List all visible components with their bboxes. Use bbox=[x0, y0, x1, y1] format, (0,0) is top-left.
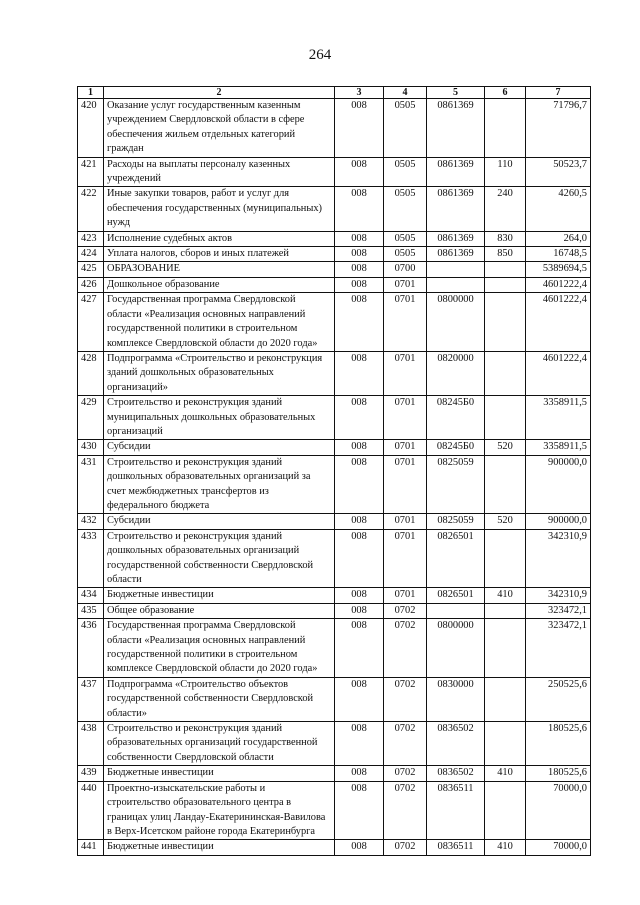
row-code-6 bbox=[485, 293, 526, 352]
row-code-4: 0702 bbox=[384, 603, 427, 618]
row-number: 431 bbox=[78, 455, 104, 514]
column-header: 3 bbox=[335, 87, 384, 99]
row-code-6 bbox=[485, 781, 526, 840]
row-amount: 4601222,4 bbox=[526, 293, 591, 352]
row-code-4: 0702 bbox=[384, 766, 427, 781]
table-row bbox=[78, 722, 591, 766]
table-row bbox=[78, 588, 591, 603]
budget-table bbox=[77, 86, 591, 856]
row-code-4: 0701 bbox=[384, 440, 427, 455]
table-row bbox=[78, 262, 591, 277]
table-row bbox=[78, 293, 591, 352]
row-name: Уплата налогов, сборов и иных платежей bbox=[104, 247, 335, 262]
row-code-6: 850 bbox=[485, 247, 526, 262]
row-name: Бюджетные инвестиции bbox=[104, 840, 335, 855]
row-name: Иные закупки товаров, работ и услуг для обеспечения государственных (муниципальных) нужд bbox=[104, 187, 335, 231]
row-number: 425 bbox=[78, 262, 104, 277]
row-amount: 4601222,4 bbox=[526, 351, 591, 395]
row-code-4: 0701 bbox=[384, 396, 427, 440]
row-number: 434 bbox=[78, 588, 104, 603]
column-header: 2 bbox=[104, 87, 335, 99]
row-code-4: 0702 bbox=[384, 722, 427, 766]
row-code-5 bbox=[427, 603, 485, 618]
table-row bbox=[78, 187, 591, 231]
row-code-6: 520 bbox=[485, 514, 526, 529]
table-row bbox=[78, 231, 591, 246]
row-code-5: 08245Б0 bbox=[427, 440, 485, 455]
row-code-3: 008 bbox=[335, 247, 384, 262]
row-code-3: 008 bbox=[335, 277, 384, 292]
row-code-5 bbox=[427, 277, 485, 292]
row-code-5: 0861369 bbox=[427, 231, 485, 246]
row-amount: 180525,6 bbox=[526, 722, 591, 766]
row-code-3: 008 bbox=[335, 351, 384, 395]
row-name: Подпрограмма «Строительство объектов государственной собственности Свердловской области» bbox=[104, 677, 335, 721]
table-row bbox=[78, 247, 591, 262]
row-code-6 bbox=[485, 99, 526, 158]
row-code-6 bbox=[485, 396, 526, 440]
row-number: 436 bbox=[78, 619, 104, 678]
row-code-5: 0800000 bbox=[427, 293, 485, 352]
row-number: 424 bbox=[78, 247, 104, 262]
row-amount: 16748,5 bbox=[526, 247, 591, 262]
row-number: 433 bbox=[78, 529, 104, 588]
row-code-3: 008 bbox=[335, 231, 384, 246]
row-amount: 323472,1 bbox=[526, 603, 591, 618]
row-code-5: 0825059 bbox=[427, 455, 485, 514]
table-row bbox=[78, 619, 591, 678]
row-name: Проектно-изыскательские работы и строительство образовательного центра в границах улиц Ландау-Екатерининская-Вавилова в Верх-Исетском районе города Екатеринбурга bbox=[104, 781, 335, 840]
table-row bbox=[78, 351, 591, 395]
row-code-5: 0826501 bbox=[427, 588, 485, 603]
table-row bbox=[78, 396, 591, 440]
row-code-5: 0820000 bbox=[427, 351, 485, 395]
row-code-5: 0830000 bbox=[427, 677, 485, 721]
row-code-6 bbox=[485, 529, 526, 588]
row-code-6 bbox=[485, 619, 526, 678]
table-row bbox=[78, 603, 591, 618]
table-row bbox=[78, 840, 591, 855]
row-number: 422 bbox=[78, 187, 104, 231]
row-code-6 bbox=[485, 277, 526, 292]
row-number: 428 bbox=[78, 351, 104, 395]
table-row bbox=[78, 514, 591, 529]
row-name: Общее образование bbox=[104, 603, 335, 618]
row-amount: 4260,5 bbox=[526, 187, 591, 231]
row-code-5 bbox=[427, 262, 485, 277]
row-code-5: 0836511 bbox=[427, 781, 485, 840]
row-name: Подпрограмма «Строительство и реконструкция зданий дошкольных образовательных организаций» bbox=[104, 351, 335, 395]
table-row bbox=[78, 440, 591, 455]
row-code-6 bbox=[485, 603, 526, 618]
row-code-3: 008 bbox=[335, 588, 384, 603]
row-code-3: 008 bbox=[335, 514, 384, 529]
row-code-3: 008 bbox=[335, 455, 384, 514]
row-code-6: 240 bbox=[485, 187, 526, 231]
table-row bbox=[78, 781, 591, 840]
row-number: 421 bbox=[78, 157, 104, 187]
row-amount: 900000,0 bbox=[526, 514, 591, 529]
row-code-4: 0701 bbox=[384, 529, 427, 588]
table-body bbox=[78, 99, 591, 856]
row-amount: 70000,0 bbox=[526, 840, 591, 855]
row-number: 426 bbox=[78, 277, 104, 292]
row-number: 440 bbox=[78, 781, 104, 840]
row-code-4: 0701 bbox=[384, 293, 427, 352]
row-code-3: 008 bbox=[335, 262, 384, 277]
row-code-5: 0861369 bbox=[427, 99, 485, 158]
row-code-5: 0861369 bbox=[427, 157, 485, 187]
row-amount: 70000,0 bbox=[526, 781, 591, 840]
row-amount: 342310,9 bbox=[526, 588, 591, 603]
row-name: Субсидии bbox=[104, 514, 335, 529]
row-code-3: 008 bbox=[335, 840, 384, 855]
table-row bbox=[78, 677, 591, 721]
column-header: 1 bbox=[78, 87, 104, 99]
column-header: 6 bbox=[485, 87, 526, 99]
row-code-5: 0800000 bbox=[427, 619, 485, 678]
row-number: 429 bbox=[78, 396, 104, 440]
row-name: Государственная программа Свердловской области «Реализация основных направлений государственной политики в строительном комплексе Свердловской области до 2020 года» bbox=[104, 293, 335, 352]
row-code-4: 0505 bbox=[384, 187, 427, 231]
table-row bbox=[78, 766, 591, 781]
row-name: Исполнение судебных актов bbox=[104, 231, 335, 246]
row-amount: 180525,6 bbox=[526, 766, 591, 781]
row-code-6: 410 bbox=[485, 766, 526, 781]
row-code-4: 0505 bbox=[384, 99, 427, 158]
row-number: 441 bbox=[78, 840, 104, 855]
row-code-4: 0701 bbox=[384, 455, 427, 514]
row-code-3: 008 bbox=[335, 187, 384, 231]
row-name: Строительство и реконструкция зданий дошкольных образовательных организаций государственной собственности Свердловской области bbox=[104, 529, 335, 588]
row-name: Государственная программа Свердловской области «Реализация основных направлений государственной политики в строительном комплексе Свердловской области до 2020 года» bbox=[104, 619, 335, 678]
row-name: ОБРАЗОВАНИЕ bbox=[104, 262, 335, 277]
row-code-5: 08245Б0 bbox=[427, 396, 485, 440]
column-header: 7 bbox=[526, 87, 591, 99]
row-amount: 342310,9 bbox=[526, 529, 591, 588]
row-name: Расходы на выплаты персоналу казенных учреждений bbox=[104, 157, 335, 187]
row-code-4: 0701 bbox=[384, 588, 427, 603]
table-row bbox=[78, 157, 591, 187]
row-code-4: 0702 bbox=[384, 619, 427, 678]
row-code-4: 0701 bbox=[384, 514, 427, 529]
row-code-6: 520 bbox=[485, 440, 526, 455]
row-name: Субсидии bbox=[104, 440, 335, 455]
row-code-3: 008 bbox=[335, 99, 384, 158]
row-number: 423 bbox=[78, 231, 104, 246]
row-name: Строительство и реконструкция зданий образовательных организаций государственной собственности Свердловской области bbox=[104, 722, 335, 766]
row-code-6 bbox=[485, 262, 526, 277]
row-amount: 3358911,5 bbox=[526, 440, 591, 455]
row-code-3: 008 bbox=[335, 619, 384, 678]
row-code-6: 410 bbox=[485, 840, 526, 855]
row-code-4: 0701 bbox=[384, 351, 427, 395]
row-code-5: 0861369 bbox=[427, 187, 485, 231]
row-name: Бюджетные инвестиции bbox=[104, 766, 335, 781]
row-code-5: 0826501 bbox=[427, 529, 485, 588]
row-number: 435 bbox=[78, 603, 104, 618]
row-code-6 bbox=[485, 351, 526, 395]
row-code-6: 110 bbox=[485, 157, 526, 187]
row-code-3: 008 bbox=[335, 157, 384, 187]
row-number: 427 bbox=[78, 293, 104, 352]
table-row bbox=[78, 99, 591, 158]
row-amount: 900000,0 bbox=[526, 455, 591, 514]
row-code-3: 008 bbox=[335, 440, 384, 455]
table-row bbox=[78, 529, 591, 588]
row-code-3: 008 bbox=[335, 603, 384, 618]
row-code-5: 0861369 bbox=[427, 247, 485, 262]
row-name: Оказание услуг государственным казенным учреждением Свердловской области в сфере обеспечения жильем отдельных категорий граждан bbox=[104, 99, 335, 158]
row-amount: 50523,7 bbox=[526, 157, 591, 187]
row-number: 430 bbox=[78, 440, 104, 455]
row-code-3: 008 bbox=[335, 781, 384, 840]
table-row bbox=[78, 277, 591, 292]
row-code-3: 008 bbox=[335, 529, 384, 588]
column-header: 5 bbox=[427, 87, 485, 99]
row-amount: 71796,7 bbox=[526, 99, 591, 158]
row-code-4: 0701 bbox=[384, 277, 427, 292]
row-code-4: 0505 bbox=[384, 231, 427, 246]
row-number: 439 bbox=[78, 766, 104, 781]
row-code-6: 830 bbox=[485, 231, 526, 246]
row-amount: 5389694,5 bbox=[526, 262, 591, 277]
row-number: 432 bbox=[78, 514, 104, 529]
row-code-3: 008 bbox=[335, 766, 384, 781]
row-code-4: 0702 bbox=[384, 677, 427, 721]
row-code-5: 0836502 bbox=[427, 766, 485, 781]
row-code-6 bbox=[485, 722, 526, 766]
row-amount: 323472,1 bbox=[526, 619, 591, 678]
row-code-6 bbox=[485, 455, 526, 514]
table-row bbox=[78, 455, 591, 514]
row-code-4: 0700 bbox=[384, 262, 427, 277]
row-amount: 4601222,4 bbox=[526, 277, 591, 292]
row-amount: 3358911,5 bbox=[526, 396, 591, 440]
row-name: Строительство и реконструкция зданий муниципальных дошкольных образовательных организаций bbox=[104, 396, 335, 440]
row-code-3: 008 bbox=[335, 293, 384, 352]
row-number: 437 bbox=[78, 677, 104, 721]
row-amount: 250525,6 bbox=[526, 677, 591, 721]
page-number: 264 bbox=[308, 47, 332, 63]
table-header bbox=[78, 87, 591, 99]
row-code-4: 0702 bbox=[384, 781, 427, 840]
row-name: Строительство и реконструкция зданий дошкольных образовательных организаций за счет межбюджетных трансфертов из федерального бюджета bbox=[104, 455, 335, 514]
row-code-3: 008 bbox=[335, 677, 384, 721]
row-code-4: 0505 bbox=[384, 157, 427, 187]
row-code-4: 0702 bbox=[384, 840, 427, 855]
row-code-4: 0505 bbox=[384, 247, 427, 262]
row-number: 420 bbox=[78, 99, 104, 158]
row-number: 438 bbox=[78, 722, 104, 766]
column-header: 4 bbox=[384, 87, 427, 99]
row-name: Бюджетные инвестиции bbox=[104, 588, 335, 603]
row-code-5: 0825059 bbox=[427, 514, 485, 529]
row-code-5: 0836511 bbox=[427, 840, 485, 855]
row-code-6: 410 bbox=[485, 588, 526, 603]
row-name: Дошкольное образование bbox=[104, 277, 335, 292]
row-code-3: 008 bbox=[335, 396, 384, 440]
row-code-6 bbox=[485, 677, 526, 721]
row-code-5: 0836502 bbox=[427, 722, 485, 766]
row-code-3: 008 bbox=[335, 722, 384, 766]
row-amount: 264,0 bbox=[526, 231, 591, 246]
